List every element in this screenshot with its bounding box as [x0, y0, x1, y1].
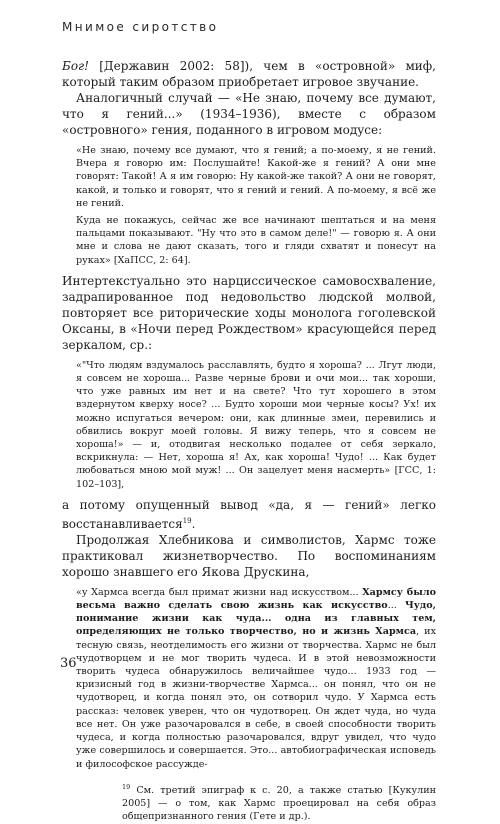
- footnote-ref: 19: [182, 516, 192, 525]
- paragraph: Аналогичный случай — «Не знаю, почему все думают, что я гений...» (1934–1936), вместе с образом «островного» гения, поданного в игровом модусе:: [62, 91, 436, 137]
- footnote: [122, 781, 436, 824]
- quote-paragraph: Куда не покажусь, сейчас же все начинают шептаться и на меня пальцами показывают. "Ну что это в самом деле!" — говорю я. А они мне и слова не дают сказать, того и гляди схватят и понесут на руках» [ХаПСС, 2: 64].: [76, 215, 436, 266]
- page-number: 36: [60, 656, 77, 671]
- quote-paragraph: «"Что людям вздумалось расславлять, будто я хороша? ... Лгут люди, я совсем не хороша... Разве черные брови и очи мои... так хороши, что уже равных им нет и на свете? Что тут хорошего в этом вздернутом кверху носе? ... Будто хороши мои черные косы? Ух! их можно испугаться вечером: они, как длинные змеи, перевились и обвились вокруг моей головы. Я вижу теперь, что я совсем не хороша!» — и, отодвигая несколько подалее от себя зеркало, вскрикнула: — Нет, хороша я! Ах, как хороша! Чудо! ... Как будет любоваться мною мой муж! ... Он зацелует меня насмерть» [ГСС, 1: 102–103],: [76, 359, 436, 490]
- quote-text: ...: [387, 600, 405, 612]
- bold-text: Хармсу было весьма важно сделать свою жизнь как искусство: [76, 586, 436, 612]
- block-quote: [76, 359, 436, 491]
- paragraph: [62, 497, 436, 532]
- page-body: [62, 58, 436, 824]
- running-head: Мнимое сиротство: [62, 20, 219, 34]
- bold-text: Чудо, понимание жизни как чуда... одна из главных тем, определяющих не только творчество, но и жизнь Хармса: [76, 600, 436, 638]
- quote-paragraph: «Не знаю, почему все думают, что я гений; а по-моему, я не гений. Вчера я говорю им: Послушайте! Какой-же я гений? А они мне говорят: Такой! А я им говорю: Ну какой-же такой? А они не говорят, какой, и только и говорят, что я гений и гений. А по-моему, я всё же не гений.: [76, 145, 436, 209]
- quote-text: , их тесную связь, неотделимость его жизни от творчества. Хармс не был чудотворцем и не мог творить чудеса. И в этой невозможности творить чудеса обнаружилось величайшее чудо... 1933 год — кризисный год в жизни-творчестве Хармса... он понял, что он не чудотворец, и когда понял это, он сотворил чудо. У Хармса есть рассказ: человек уверен, что он чудотворец. Он ждет чуда, но чуда все нет. Он уже разочаровался в себе, в своей способности творить чудеса, и когда полностью разочаровался, вдруг увидел, что чудо уже совершилось и совершается. Это... автобиографическая исповедь и философское рассужде-: [76, 626, 436, 770]
- quote-text: «у Хармса всегда был примат жизни над искусством...: [76, 586, 363, 598]
- paragraph-end: .: [191, 516, 196, 531]
- block-quote: [76, 586, 436, 771]
- quote-paragraph: [76, 586, 436, 771]
- italic-text: Бог!: [62, 59, 89, 73]
- footnote-text: См. третий эпиграф к с. 20, а также статью [Кукулин 2005] — о том, как Хармс проецировал на себя образ общепризнанного гения (Гете и др.).: [122, 784, 436, 823]
- paragraph: Продолжая Хлебникова и символистов, Хармс тоже практиковал жизнетворчество. По воспоминаниям хорошо знавшего его Якова Друскина,: [62, 532, 436, 579]
- paragraph-text: [Державин 2002: 58]), чем в «островной» миф, который таким образом приобретает игровое звучание.: [62, 59, 436, 89]
- block-quote: [76, 144, 436, 267]
- paragraph: Интертекстуально это нарциссическое самовосхваление, задрапированное под недовольство людской молвой, повторяет все риторические ходы монолога гоголевской Оксаны, в «Ночи перед Рождеством» красующейся перед зеркалом, ср.:: [62, 273, 436, 352]
- paragraph-text: а потому опущенный вывод «да, я — гений» легко восстанавливается: [62, 497, 436, 531]
- footnote-number: 19: [122, 782, 131, 791]
- paragraph: [62, 58, 436, 90]
